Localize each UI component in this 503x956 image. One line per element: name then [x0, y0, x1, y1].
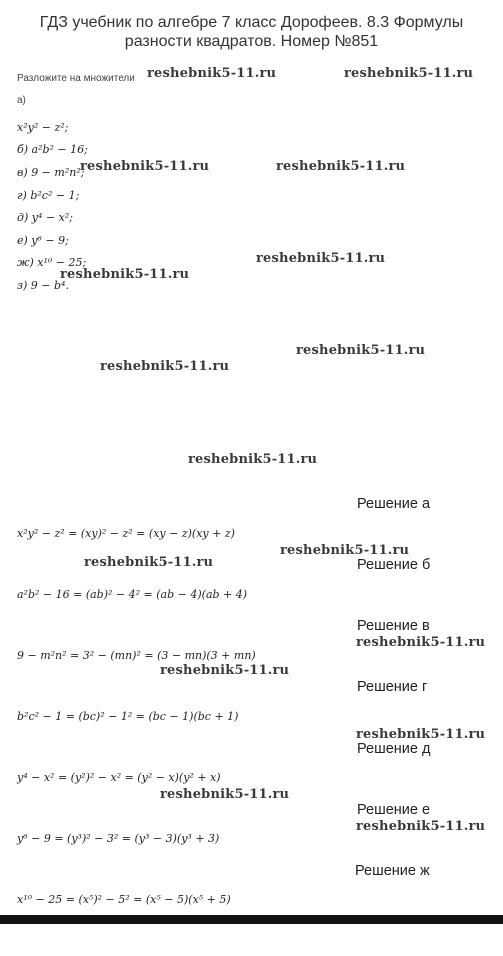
watermark: reshebnik5-11.ru	[160, 663, 290, 678]
solution-g-formula: b²c² − 1 = (bc)² − 1² = (bc − 1)(bc + 1)	[17, 710, 239, 723]
watermark: reshebnik5-11.ru	[276, 159, 406, 174]
watermark: reshebnik5-11.ru	[147, 66, 277, 81]
solution-b-heading: Решение б	[357, 557, 431, 573]
solution-e-formula: y⁶ − 9 = (y³)² − 3² = (y³ − 3)(y³ + 3)	[17, 832, 220, 845]
watermark: reshebnik5-11.ru	[256, 251, 386, 266]
watermark: reshebnik5-11.ru	[296, 343, 426, 358]
solution-v-formula: 9 − m²n² = 3² − (mn)² = (3 − mn)(3 + mn)	[17, 649, 256, 662]
solution-a-formula: x²y² − z² = (xy)² − z² = (xy − z)(xy + z)	[17, 527, 235, 540]
watermark: reshebnik5-11.ru	[160, 787, 290, 802]
watermark: reshebnik5-11.ru	[344, 66, 474, 81]
solution-zh-formula: x¹⁰ − 25 = (x⁵)² − 5² = (x⁵ − 5)(x⁵ + 5)	[17, 893, 231, 906]
task-item-e: е) y⁶ − 9;	[17, 234, 69, 247]
task-item-z: з) 9 − b⁴.	[17, 279, 69, 292]
solution-g-heading: Решение г	[357, 679, 428, 695]
page-title: ГДЗ учебник по алгебре 7 класс Дорофеев. 8.3 Формулы разности квадратов. Номер №851	[39, 14, 464, 50]
watermark: reshebnik5-11.ru	[280, 543, 410, 558]
task-intro: Разложите на множители	[17, 73, 135, 84]
task-item-a: x²y² − z²;	[17, 121, 69, 134]
watermark: reshebnik5-11.ru	[60, 267, 190, 282]
solution-v-heading: Решение в	[357, 618, 430, 634]
watermark: reshebnik5-11.ru	[356, 819, 486, 834]
solution-a-heading: Решение а	[357, 496, 431, 512]
task-item-g: г) b²c² − 1;	[17, 189, 80, 202]
watermark: reshebnik5-11.ru	[356, 635, 486, 650]
task-item-b: б) a²b² − 16;	[17, 143, 88, 156]
watermark: reshebnik5-11.ru	[100, 359, 230, 374]
solution-d-formula: y⁴ − x² = (y²)² − x² = (y² − x)(y² + x)	[17, 771, 221, 784]
task-item-d: д) y⁴ − x²;	[17, 211, 73, 224]
task-item-a-label: а)	[17, 95, 26, 106]
solution-zh-heading: Решение ж	[355, 863, 430, 879]
task-item-v: в) 9 − m²n²;	[17, 166, 85, 179]
solution-e-heading: Решение е	[357, 802, 431, 818]
task-item-zh: ж) x¹⁰ − 25;	[17, 256, 87, 269]
watermark: reshebnik5-11.ru	[80, 159, 210, 174]
watermark: reshebnik5-11.ru	[356, 727, 486, 742]
watermark: reshebnik5-11.ru	[84, 555, 214, 570]
bottom-bar	[0, 915, 503, 924]
solution-d-heading: Решение д	[357, 741, 431, 757]
solution-b-formula: a²b² − 16 = (ab)² − 4² = (ab − 4)(ab + 4)	[17, 588, 248, 601]
watermark: reshebnik5-11.ru	[188, 452, 318, 467]
